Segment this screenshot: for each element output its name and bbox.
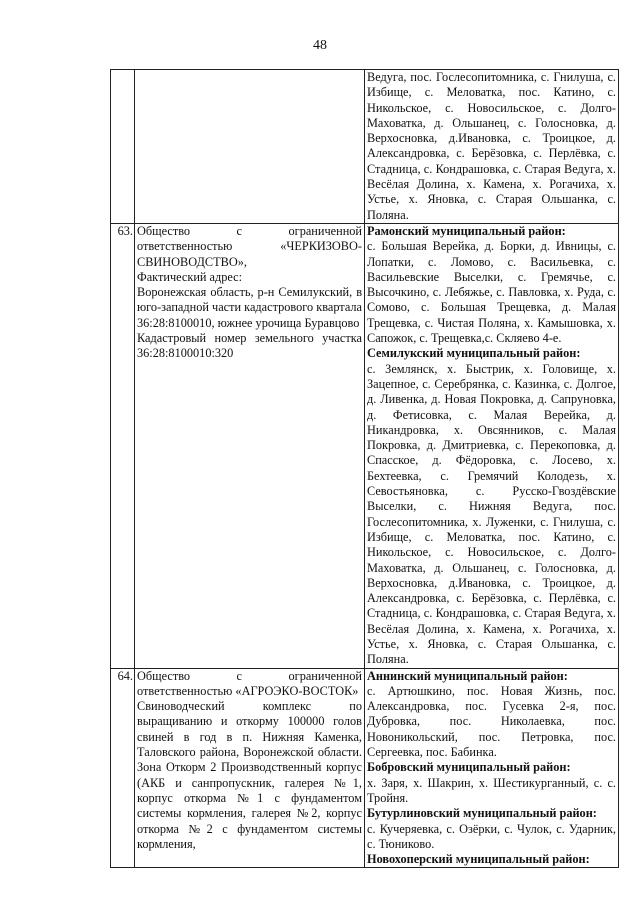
area-settlements: с. Артюшкино, пос. Новая Жизнь, пос. Александровка, пос. Гусевка 2-я, пос. Дубровка, пос. Николаевка, пос. Новоникольский, пос. Петровка, пос. Сергеевка, пос. Бабинка.	[367, 683, 616, 760]
organization-cell	[135, 668, 365, 868]
cadastral-number: Кадастровый номер земельного участка 36:28:8100010:320	[137, 331, 362, 361]
district-title: Бобровский муниципальный район:	[367, 760, 571, 775]
district-title: Бутурлиновский муниципальный район:	[367, 806, 597, 821]
page-number: 48	[313, 38, 327, 53]
table-row	[111, 668, 619, 868]
district-title: Новохоперский муниципальный район:	[367, 852, 590, 867]
registry-table	[110, 69, 619, 868]
district-title: Семилукский муниципальный район:	[367, 346, 581, 361]
table-row	[111, 70, 619, 224]
organization-name: Общество с ограниченной ответственностью «ЧЕРКИЗОВО-СВИНОВОДСТВО»,	[137, 223, 362, 269]
organization-cell	[135, 70, 365, 224]
organization-cell	[135, 223, 365, 668]
area-settlements: х. Заря, х. Шакрин, х. Шестикурганный, с. с. Тройня.	[367, 775, 616, 805]
area-settlements: с. Кучеряевка, с. Озёрки, с. Чулок, с. Ударник, с. Тюниково.	[367, 821, 616, 851]
row-number	[111, 70, 135, 224]
row-number: 63.	[111, 223, 135, 668]
areas-cell	[365, 668, 619, 868]
address-text: Воронежская область, р-н Семилукский, в юго-западной части кадастрового квартала 36:28:8100010, южнее урочища Буравцово	[137, 285, 362, 330]
district-title: Рамонский муниципальный район:	[367, 223, 566, 238]
area-settlements: Ведуга, пос. Гослесопитомника, с. Гнилуша, с. Избище, с. Меловатка, пос. Катино, с. Никольское, с. Новосильское, с. Долго-Маховатка, д. Ольшанец, с. Голосновка, д. Верхосновка, д.Ивановка, с. Троицкое, д. Александровка, с. Берёзовка, с. Перлёвка, с. Стадница, с. Кондрашовка, с. Старая Ведуга, х. Весёлая Долина, х. Камена, х. Рогачиха, х. Устье, х. Яновка, с. Старая Ольшанка, с. Поляна.	[367, 70, 616, 222]
area-settlements: с. Землянск, х. Быстрик, х. Головище, х. Зацепное, с. Серебрянка, с. Казинка, с. Долгое, д. Ливенка, д. Новая Покровка, д. Сапруновка, д. Фетисовка, с. Малая Верейка, д. Никандровка, х. Овсянников, с. Малая Покровка, д. Дмитриевка, с. Перекоповка, д. Спасское, д. Фёдоровка, с. Лосево, х. Бехтеевка, с. Гремячий Колодезь, х. Севостьяновка, с. Русско-Гвоздёвские Выселки, с. Нижняя Ведуга, пос. Гослесопитомника, х. Луженки, с. Гнилуша, с. Избище, с. Меловатка, пос. Катино, с. Никольское, с. Новосильское, с. Долго-Маховатка, д. Ольшанец, с. Голосновка, д. Верхосновка, д.Ивановка, с. Троицкое, д. Александровка, с. Берёзовка, с. Перлёвка, с. Стадница, с. Кондрашовка, с. Старая Ведуга, х. Весёлая Долина, х. Камена, х. Рогачиха, х. Устье, х. Яновка, с. Старая Ольшанка, с. Поляна.	[367, 361, 616, 667]
district-title: Аннинский муниципальный район:	[367, 668, 568, 683]
address-label: Фактический адрес:	[137, 269, 243, 284]
row-number: 64.	[111, 668, 135, 868]
organization-name: Общество с ограниченной ответственностью «АГРОЭКО-ВОСТОК»	[137, 668, 362, 698]
areas-cell	[365, 70, 619, 224]
areas-cell	[365, 223, 619, 668]
facility-description: Свиноводческий комплекс по выращиванию и откорму 100000 голов свиней в год в п. Нижняя Каменка, Таловского района, Воронежской области. Зона Откорм 2 Производственный корпус (АКБ и санпропускник, галерея №1, корпус откорма №1 с фундаментом системы кормления, галерея №2, корпус откорма №2 с фундаментом системы кормления,	[137, 699, 362, 851]
area-settlements: с. Большая Верейка, д. Борки, д. Ивницы, с. Лопатки, с. Ломово, с. Васильевка, с. Васильевские Выселки, с. Гремячье, с. Высочкино, с. Лебяжье, с. Павловка, х. Руда, с. Сомово, с. Большая Трещевка, д. Малая Трещевка, с. Чистая Поляна, х. Камышовка, х. Сапожок, с. Трещевка,с. Скляево 4-е.	[367, 239, 616, 346]
table-row	[111, 223, 619, 668]
